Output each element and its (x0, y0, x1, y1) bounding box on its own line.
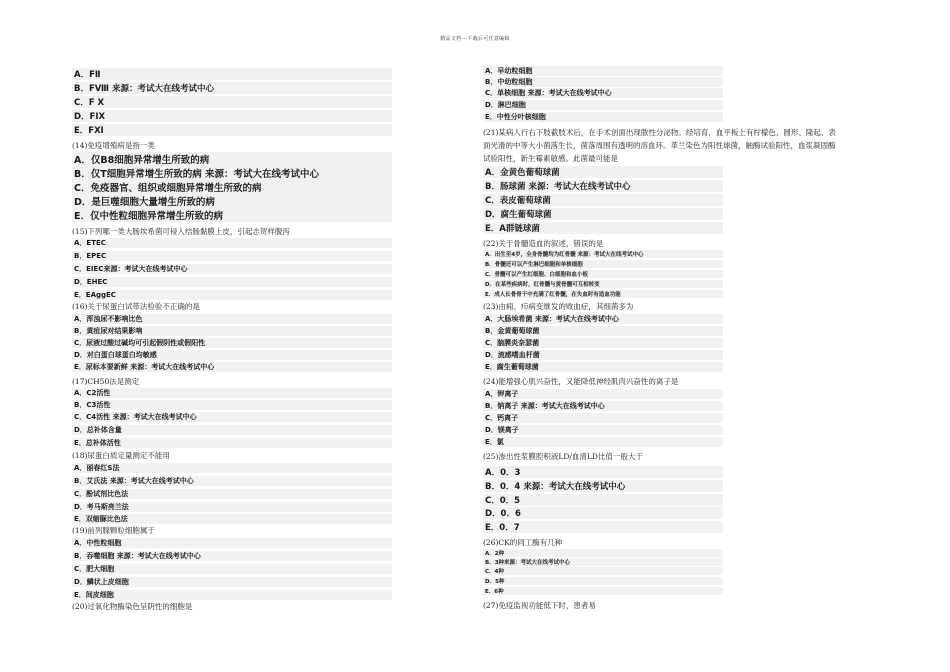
answer-option: A．C2活性 (72, 388, 392, 398)
answer-option: B．骨髓还可以产生淋巴细胞和单核细胞 (483, 260, 723, 268)
question-text: (20)过氧化物酶染色呈阴性的细胞是 (72, 602, 193, 611)
answer-option: C．酚试剂比色法 (72, 489, 392, 499)
question-text: (27)免疫监视功能低下时，患者易 (483, 601, 596, 610)
answer-option: A．浑浊尿不影响比色 (72, 314, 392, 324)
question-text: 试验阳性，新生霉素敏感。此菌最可能是 (483, 154, 618, 163)
question-text: (26)CK的同工酶有几种 (483, 538, 563, 547)
answer-option: C．4种 (483, 567, 723, 575)
question-text: (16)关于尿蛋白试带法检验不正确的是 (72, 302, 200, 311)
answer-option: C．F X (72, 96, 392, 108)
answer-option: A．0．3 (483, 466, 723, 478)
answer-option: D．总补体含量 (72, 425, 392, 435)
answer-option: E．中性分叶核细胞 (483, 112, 723, 122)
answer-option: C．尿液过酸过碱均可引起假阴性或假阳性 (72, 338, 392, 348)
answer-option: B．钠离子 来源：考试大在线考试中心 (483, 401, 723, 411)
answer-option: B．肠球菌 来源：考试大在线考试中心 (483, 180, 723, 192)
answer-option: E．A群链球菌 (483, 222, 723, 234)
answer-option: D．淋巴细胞 (483, 100, 723, 110)
answer-option: C．表皮葡萄球菌 (483, 194, 723, 206)
answer-option: B．黄疸尿对结果影响 (72, 326, 392, 336)
answer-option: E．尿标本要新鲜 来源：考试大在线考试中心 (72, 362, 392, 372)
answer-option: A．ETEC (72, 238, 392, 248)
answer-option: B．C3活性 (72, 400, 392, 410)
answer-option: E．EAggEC (72, 290, 392, 300)
question-text: (18)尿蛋白质定量测定不能用 (72, 451, 170, 460)
answer-option: E．总补体活性 (72, 438, 392, 448)
answer-option: B．FⅧ 来源：考试大在线考试中心 (72, 82, 392, 94)
answer-option: D．腐生葡萄球菌 (483, 208, 723, 220)
answer-option: A．仅B8细胞异常增生所致的病 (72, 152, 392, 166)
answer-option: B．3种来源：考试大在线考试中心 (483, 558, 723, 566)
question-text: (24)能增强心肌兴奋性，又能降低神经肌肉兴奋性的离子是 (483, 377, 679, 386)
question-text: (14)免疫增殖病是指一类 (72, 141, 155, 150)
answer-option: B．0．4 来源：考试大在线考试中心 (483, 480, 723, 492)
answer-option: B．金黄葡萄球菌 (483, 326, 723, 336)
question-text: (21)某病人行右下肢截肢术后，在手术创面出现脓性分泌物。经培育，血平板上有柠檬色、圆形、隆起、表 (483, 128, 836, 137)
question-text: (25)渗出性浆膜腔积液LD/血清LD比值一般大于 (483, 452, 643, 461)
answer-option: A．大肠埃希菌 来源：考试大在线考试中心 (483, 314, 723, 324)
answer-option: C．C4活性 来源：考试大在线考试中心 (72, 412, 392, 422)
answer-option: D．是巨噬细胞大量增生所致的病 (72, 194, 392, 208)
answer-option: C．EIEC来源：考试大在线考试中心 (72, 264, 392, 274)
answer-option: D．0．6 (483, 507, 723, 519)
answer-option: D．在某些疾病时，红骨髓与黄骨髓可互相转变 (483, 280, 723, 288)
answer-option: A．钾离子 (483, 389, 723, 399)
answer-option: C．肥大细胞 (72, 564, 392, 574)
answer-option: A．金黄色葡萄球菌 (483, 166, 723, 178)
answer-option: A．丽春红S法 (72, 463, 392, 473)
answer-option: A．FⅡ (72, 68, 392, 80)
question-text: (22)关于骨髓造血的叙述，错误的是 (483, 239, 604, 248)
answer-option: E．6种 (483, 587, 723, 595)
page-header: 精品文档---下载后可任意编辑 (440, 36, 510, 42)
answer-option: A．中性粒细胞 (72, 538, 392, 548)
answer-option: D．5种 (483, 577, 723, 585)
answer-option: D．流感嗜血杆菌 (483, 350, 723, 360)
question-text: 面光滑的中等大小菌落生长，菌落周围有透明的溶血环。革兰染色为阳性球菌，触酶试验阳性，血浆凝固酶 (483, 141, 836, 150)
answer-option: C．免疫器官、组织或细胞异常增生所致的病 (72, 180, 392, 194)
answer-option: A．2种 (483, 549, 723, 557)
answer-option: B．吞噬细胞 来源：考试大在线考试中心 (72, 551, 392, 561)
question-text: (19)前列腺颗粒细胞属于 (72, 526, 155, 535)
answer-option: D．镁离子 (483, 425, 723, 435)
answer-option: E．氯 (483, 437, 723, 447)
answer-option: E．腐生葡萄球菌 (483, 362, 723, 372)
answer-option: A．早幼粒细胞 (483, 66, 723, 76)
answer-option: E．FⅪ (72, 124, 392, 136)
answer-option: E．双缩脲比色法 (72, 514, 392, 524)
answer-option: B．仅T细胞异常增生所致的病 来源：考试大在线考试中心 (72, 166, 392, 180)
answer-option: C．单核细胞 来源：考试大在线考试中心 (483, 88, 723, 98)
answer-option: D．考马斯亮兰法 (72, 502, 392, 512)
answer-option: B．EPEC (72, 251, 392, 261)
answer-option: D．EHEC (72, 277, 392, 287)
answer-option: C．骨髓可以产生红细胞、白细胞和血小板 (483, 270, 723, 278)
answer-option: C．0．5 (483, 494, 723, 506)
answer-option: C．钙离子 (483, 413, 723, 423)
question-text: (23)由痈、疖病变继发的败血症，其细菌多为 (483, 302, 634, 311)
answer-option: E．仅中性粒细胞异常增生所致的病 (72, 208, 392, 222)
answer-option: B．艾氏法 来源：考试大在线考试中心 (72, 476, 392, 486)
answer-option: B．中幼粒细胞 (483, 77, 723, 87)
answer-option: D．FIX (72, 110, 392, 122)
answer-option: C．脑膜炎奈瑟菌 (483, 338, 723, 348)
answer-option: D．对白蛋白球蛋白均敏感 (72, 350, 392, 360)
answer-option: D．鳞状上皮细胞 (72, 577, 392, 587)
answer-option: E．成人长骨骨干中充满了红骨髓，在失血时有造血功能 (483, 290, 723, 298)
answer-option: A．出生至4岁，全身骨髓均为红骨髓 来源：考试大在线考试中心 (483, 250, 723, 258)
answer-option: E．间皮细胞 (72, 590, 392, 600)
answer-option: E．0．7 (483, 521, 723, 533)
question-text: (15)下列哪一类大肠埃希菌可侵入结肠黏膜上皮，引起志贺样腹泻 (72, 227, 290, 236)
question-text: (17)CH50法是测定 (72, 377, 140, 386)
